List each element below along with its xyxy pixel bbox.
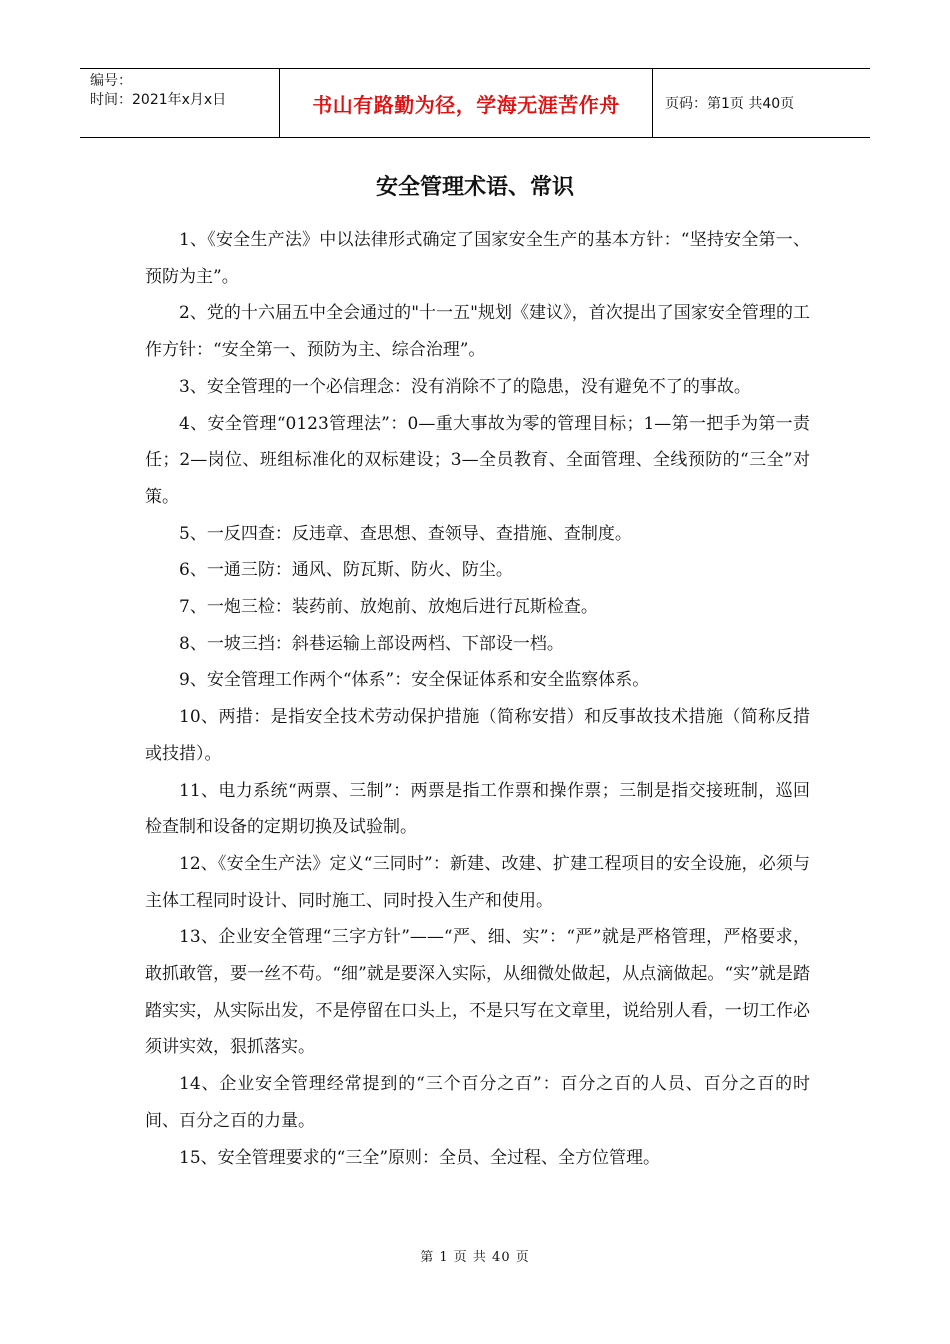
header-motto-cell bbox=[280, 69, 653, 137]
paragraph-3: 3、安全管理的一个必信理念：没有消除不了的隐患，没有避免不了的事故。 bbox=[179, 376, 751, 397]
paragraph-5: 5、一反四查：反违章、查思想、查领导、查措施、查制度。 bbox=[179, 523, 632, 544]
paragraph-7: 7、一炮三检：装药前、放炮前、放炮后进行瓦斯检查。 bbox=[179, 597, 598, 618]
document-date: 时间：2021年x月x日 bbox=[90, 92, 227, 108]
page-footer: 第 1 页 共 40 页 bbox=[420, 1250, 530, 1265]
paragraph-6: 6、一通三防：通风、防瓦斯、防火、防尘。 bbox=[179, 560, 513, 581]
header-motto: 书山有路勤为径，学海无涯苦作舟 bbox=[312, 92, 620, 117]
paragraph-14: 14、企业安全管理经常提到的“三个百分之百”：百分之百的人员、百分之百的时间、百分之百的力量。 bbox=[145, 1074, 810, 1131]
paragraph-2: 2、党的十六届五中全会通过的"十一五"规划《建议》，首次提出了国家安全管理的工作方针：“安全第一、预防为主、综合治理”。 bbox=[145, 303, 810, 361]
paragraph-8: 8、一坡三挡：斜巷运输上部设两档、下部设一档。 bbox=[179, 633, 564, 654]
paragraph-1: 1、《安全生产法》中以法律形式确定了国家安全生产的基本方针：“坚持安全第一、预防为主”。 bbox=[145, 230, 810, 287]
paragraph-4: 4、安全管理“0123管理法”：0—重大事故为零的管理目标；1—第一把手为第一责任；2—岗位、班组标准化的双标建设；3—全员教育、全面管理、全线预防的“三全”对策。 bbox=[145, 413, 810, 507]
header-page-info: 页码：第1页 共40页 bbox=[665, 96, 795, 112]
paragraph-11: 11、电力系统“两票、三制”：两票是指工作票和操作票；三制是指交接班制，巡回检查制和设备的定期切换及试验制。 bbox=[145, 780, 810, 838]
paragraph-13: 13、企业安全管理“三字方针”——“严、细、实”：“严”就是严格管理，严格要求，敢抓敢管，要一丝不苟。“细”就是要深入实际，从细微处做起，从点滴做起。“实”就是踏踏实实，从实际出发，不是停留在口头上，不是只写在文章里，说给别人看，一切工作必须讲实效，狠抓落实。 bbox=[145, 927, 810, 1058]
paragraph-12: 12、《安全生产法》定义“三同时”：新建、改建、扩建工程项目的安全设施，必须与主体工程同时设计、同时施工、同时投入生产和使用。 bbox=[145, 853, 810, 911]
header-meta bbox=[80, 69, 280, 137]
paragraph-15: 15、安全管理要求的“三全”原则：全员、全过程、全方位管理。 bbox=[179, 1147, 661, 1168]
page-title: 安全管理术语、常识 bbox=[375, 175, 574, 200]
document-number-label: 编号： bbox=[90, 73, 132, 89]
document-body bbox=[145, 222, 810, 1176]
paragraph-9: 9、安全管理工作两个“体系”：安全保证体系和安全监察体系。 bbox=[179, 670, 650, 691]
paragraph-10: 10、两措：是指安全技术劳动保护措施（简称安措）和反事故技术措施（简称反措或技措）。 bbox=[145, 707, 810, 764]
header-table bbox=[80, 68, 870, 138]
